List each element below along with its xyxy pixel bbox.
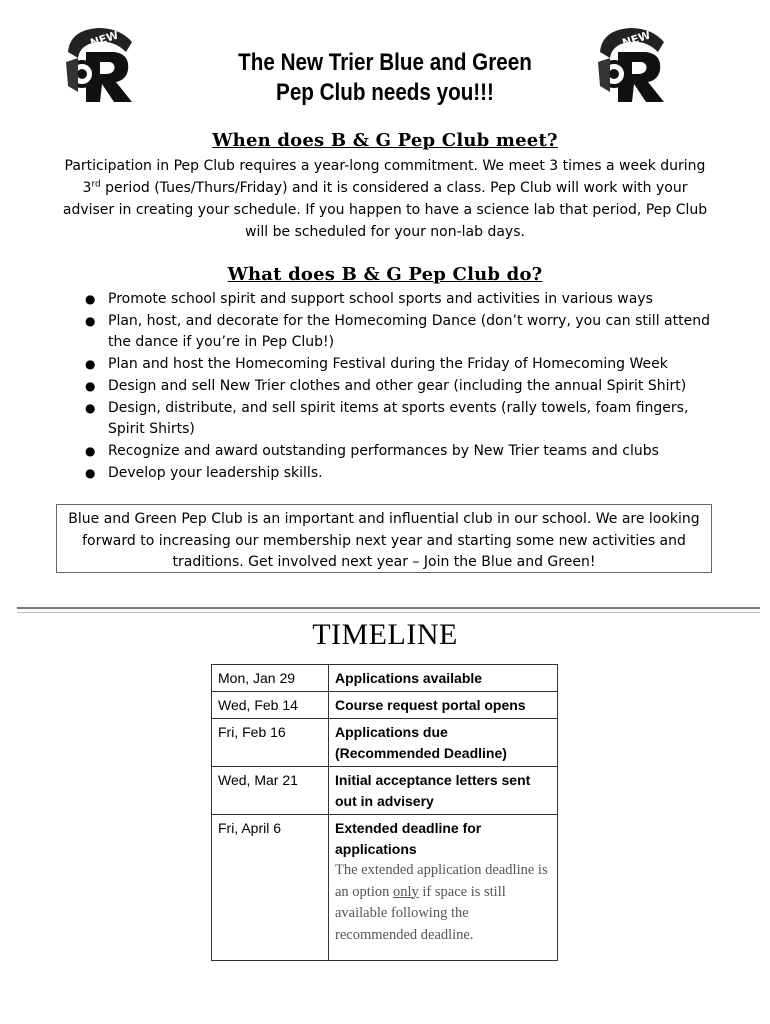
list-item bbox=[78, 463, 718, 485]
timeline-date: Wed, Feb 14 bbox=[212, 692, 329, 719]
svg-text:NEW TRIER: NEW TRIER bbox=[620, 16, 691, 50]
meet-heading: When does B & G Pep Club meet? bbox=[212, 130, 558, 151]
ordinal-suffix: rd bbox=[91, 179, 101, 190]
section-divider-shadow bbox=[17, 612, 760, 613]
timeline-note bbox=[335, 860, 551, 946]
list-item-text: Develop your leadership skills. bbox=[108, 464, 323, 481]
timeline-note-part-2: if space is still available following the recommended deadline. bbox=[335, 883, 506, 943]
page-title-line-1: The New Trier Blue and Green bbox=[238, 49, 532, 76]
activities-list bbox=[78, 289, 718, 484]
bullet-icon: ● bbox=[85, 313, 96, 328]
bullet-icon: ● bbox=[85, 292, 96, 306]
timeline-table bbox=[211, 664, 558, 961]
callout-text: Blue and Green Pep Club is an important and influential club in our school. We are looking forward to increasing our membership next year and starting some new activities and traditions. Get involved next year – Join the Blue and Green! bbox=[68, 511, 700, 570]
activities-heading: What does B & G Pep Club do? bbox=[227, 264, 543, 285]
table-row bbox=[212, 767, 558, 815]
list-item bbox=[78, 289, 718, 311]
timeline-event-cell bbox=[329, 815, 558, 961]
timeline-event: Initial acceptance letters sent out in advisery bbox=[329, 767, 558, 815]
list-item bbox=[78, 376, 718, 398]
list-item bbox=[78, 354, 718, 376]
list-item-text: Design and sell New Trier clothes and other gear (including the annual Spirit Shirt) bbox=[108, 377, 687, 394]
bullet-icon: ● bbox=[85, 465, 96, 480]
timeline-title: TIMELINE bbox=[312, 618, 458, 651]
table-row bbox=[212, 815, 558, 961]
timeline-date: Fri, April 6 bbox=[212, 815, 329, 961]
timeline-date: Wed, Mar 21 bbox=[212, 767, 329, 815]
list-item-text: Plan, host, and decorate for the Homecoming Dance (don’t worry, you can still attend the dance if you’re in Pep Club!) bbox=[108, 312, 710, 351]
table-row bbox=[212, 719, 558, 767]
bullet-icon: ● bbox=[85, 357, 96, 372]
list-item-text: Recognize and award outstanding performances by New Trier teams and clubs bbox=[108, 442, 659, 459]
timeline-event: Applications available bbox=[329, 665, 558, 692]
page-title bbox=[54, 48, 716, 108]
bullet-icon: ● bbox=[85, 443, 96, 458]
bullet-icon: ● bbox=[85, 378, 96, 393]
list-item bbox=[78, 398, 718, 441]
timeline-date: Fri, Feb 16 bbox=[212, 719, 329, 767]
table-row bbox=[212, 665, 558, 692]
timeline-note-emphasis: only bbox=[393, 883, 419, 900]
list-item bbox=[78, 311, 718, 354]
bullet-icon: ● bbox=[85, 400, 96, 415]
table-row bbox=[212, 692, 558, 719]
meet-text-part-2: period (Tues/Thurs/Friday) and it is considered a class. Pep Club will work with your adviser in creating your schedule. If you happen to have a science lab that period, Pep Club will be scheduled for your non-lab days. bbox=[62, 180, 708, 240]
svg-text:NEW TRIER: NEW TRIER bbox=[88, 16, 159, 50]
list-item bbox=[78, 441, 718, 463]
meet-text-part-1: Participation in Pep Club requires a year-long commitment. We meet 3 times a week during 3 bbox=[64, 158, 706, 196]
timeline-note-part-1: The extended application deadline is an option bbox=[335, 862, 548, 900]
list-item-text: Plan and host the Homecoming Festival during the Friday of Homecoming Week bbox=[108, 356, 668, 373]
timeline-date: Mon, Jan 29 bbox=[212, 665, 329, 692]
callout-box bbox=[56, 504, 712, 573]
timeline-event: Course request portal opens bbox=[329, 692, 558, 719]
section-divider bbox=[17, 607, 760, 609]
list-item-text: Design, distribute, and sell spirit items at sports events (rally towels, foam fingers, Spirit Shirts) bbox=[108, 399, 689, 438]
meet-paragraph bbox=[58, 155, 712, 243]
list-item-text: Promote school spirit and support school sports and activities in various ways bbox=[108, 291, 653, 307]
timeline-event: Applications due (Recommended Deadline) bbox=[329, 719, 558, 767]
timeline-event: Extended deadline for applications bbox=[335, 820, 482, 857]
page-title-line-2: Pep Club needs you!!! bbox=[276, 79, 494, 106]
